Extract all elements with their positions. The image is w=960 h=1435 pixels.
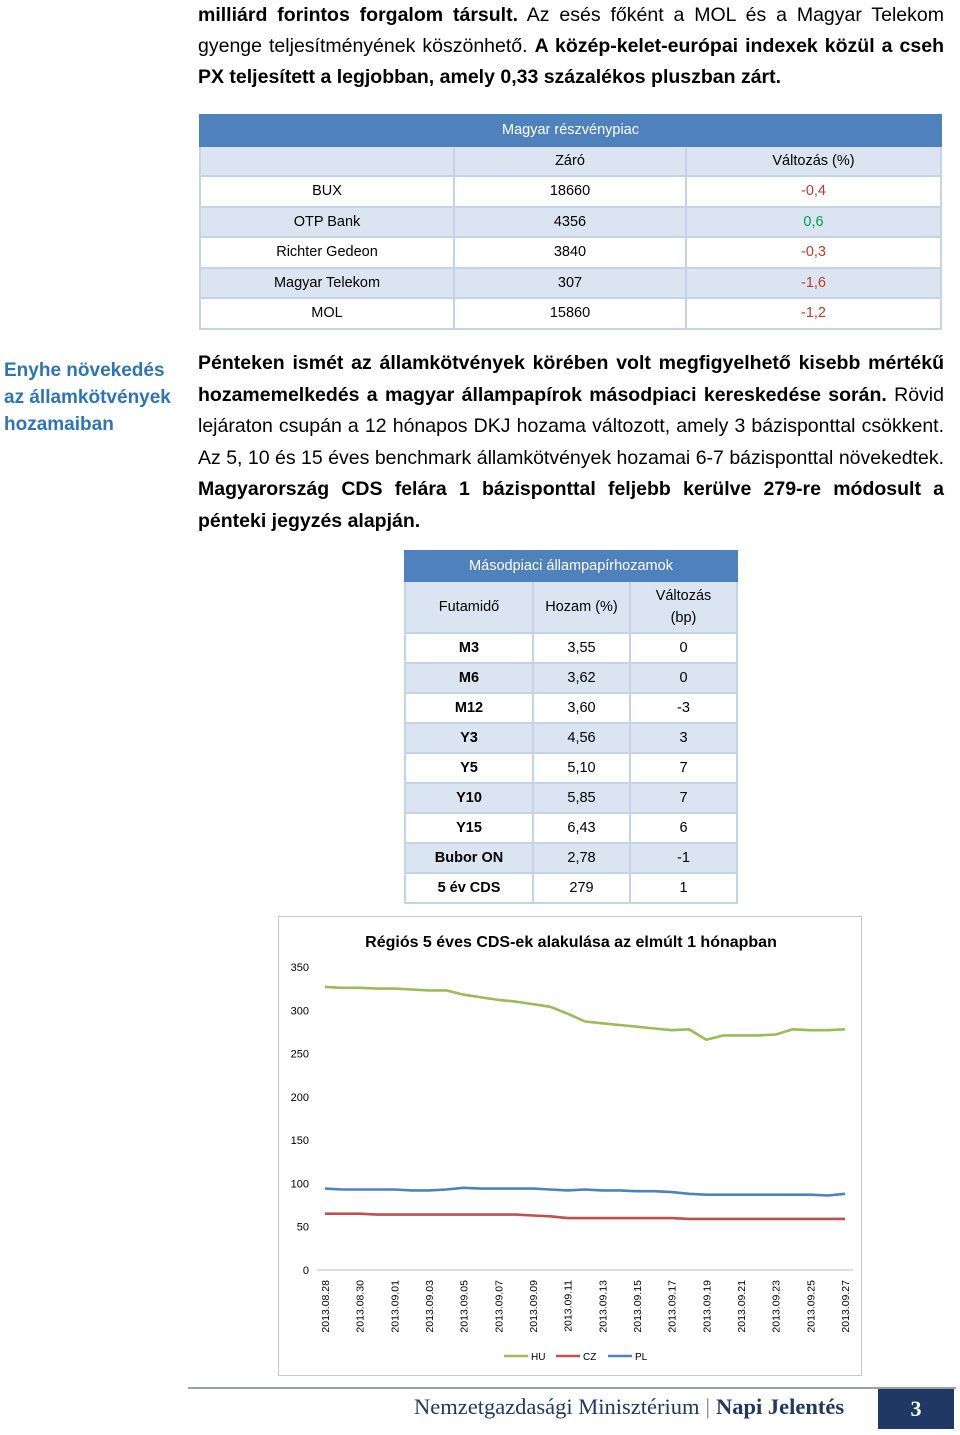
- footer-report: Napi Jelentés: [716, 1394, 845, 1419]
- legend-label-pl: PL: [635, 1352, 648, 1363]
- intro-bold-2: A közép-kelet-európai indexek közül a cseh PX teljesített a legjobban, amely 0,33 százalékos pluszban zárt.: [198, 35, 944, 88]
- row-close: 307: [454, 268, 686, 299]
- row-name: Magyar Telekom: [200, 268, 454, 299]
- x-tick-label: 2013.09.27: [840, 1280, 852, 1333]
- row-maturity: M12: [405, 693, 533, 723]
- bond-col-change-line2: (bp): [670, 610, 697, 626]
- row-maturity: Y5: [405, 753, 533, 783]
- row-close: 18660: [454, 176, 686, 207]
- row-close: 4356: [454, 207, 686, 238]
- row-maturity: Y15: [405, 813, 533, 843]
- equity-col-close: Záró: [454, 146, 686, 177]
- row-change: 1: [630, 873, 737, 903]
- x-tick-label: 2013.09.09: [528, 1280, 540, 1333]
- table-row: [405, 753, 737, 783]
- legend-label-hu: HU: [531, 1352, 546, 1363]
- row-yield: 5,10: [533, 753, 630, 783]
- row-maturity: 5 év CDS: [405, 873, 533, 903]
- bond-col-change-line1: Változás: [655, 588, 712, 604]
- bond-table-title: Másodpiaci állampapírhozamok: [405, 551, 737, 581]
- x-tick-label: 2013.09.25: [805, 1280, 818, 1333]
- paragraph-bold-2: Magyarország CDS felára 1 bázisponttal feljebb kerülve 279-re módosult a pénteki jegyzés alapján.: [198, 478, 944, 532]
- x-tick-label: 2013.09.15: [632, 1280, 644, 1333]
- y-tick-label: 50: [296, 1221, 309, 1234]
- row-change: 0: [630, 663, 737, 693]
- table-row: [405, 783, 737, 813]
- x-tick-label: 2013.08.28: [320, 1280, 332, 1333]
- y-tick-label: 0: [302, 1265, 309, 1277]
- equity-col-empty: [200, 146, 454, 177]
- y-tick-label: 350: [290, 962, 309, 974]
- x-tick-label: 2013.09.13: [597, 1280, 610, 1333]
- footer-separator: |: [705, 1394, 711, 1419]
- x-tick-label: 2013.09.01: [389, 1280, 402, 1333]
- bond-col-change: [630, 581, 737, 633]
- y-tick-label: 250: [290, 1048, 309, 1061]
- row-change: 7: [630, 753, 737, 783]
- row-change: -0,3: [686, 237, 941, 268]
- table-row: [200, 207, 941, 238]
- row-change: 0: [630, 633, 737, 663]
- x-tick-label: 2013.09.11: [562, 1280, 575, 1332]
- row-change: 7: [630, 783, 737, 813]
- table-row: [200, 298, 941, 329]
- equity-table-header: [200, 115, 941, 146]
- y-tick-label: 300: [290, 1005, 309, 1018]
- equity-table-columns: [200, 146, 941, 177]
- paragraph-normal-1: Rövid lejáraton csupán a 12 hónapos DKJ hozama változott, amely 3 bázisponttal csökkent. Az 5, 10 és 15 éves benchmark államkötvények hozamai 6-7 bázisponttal növekedtek.: [198, 383, 944, 469]
- bond-table-columns: [405, 581, 737, 633]
- footer-divider: [188, 1387, 956, 1389]
- legend-label-cz: CZ: [583, 1352, 597, 1363]
- row-yield: 3,55: [533, 633, 630, 663]
- x-tick-label: 2013.08.30: [354, 1280, 367, 1333]
- table-row: [405, 663, 737, 693]
- row-maturity: Y10: [405, 783, 533, 813]
- table-row: [405, 813, 737, 843]
- row-maturity: Y3: [405, 723, 533, 753]
- bond-col-maturity: Futamidő: [405, 581, 533, 633]
- row-maturity: Bubor ON: [405, 843, 533, 873]
- row-name: Richter Gedeon: [200, 237, 454, 268]
- row-change: -3: [630, 693, 737, 723]
- row-maturity: M6: [405, 663, 533, 693]
- intro-bold-1: milliárd forintos forgalom társult.: [198, 4, 518, 26]
- row-yield: 2,78: [533, 843, 630, 873]
- x-tick-label: 2013.09.23: [770, 1280, 783, 1333]
- row-yield: 4,56: [533, 723, 630, 753]
- intro-normal-1: Az esés főként a MOL és a Magyar Telekom gyenge teljesítményének köszönhető.: [198, 4, 944, 57]
- x-tick-label: 2013.09.07: [493, 1280, 506, 1333]
- table-row: [405, 633, 737, 663]
- table-row: [405, 723, 737, 753]
- series-line-cz: [325, 1214, 845, 1219]
- row-yield: 3,60: [533, 693, 630, 723]
- table-row: [405, 873, 737, 903]
- equity-table: [199, 114, 942, 330]
- row-change: -0,4: [686, 176, 941, 207]
- bond-paragraph: [198, 348, 944, 537]
- cds-chart-svg: [279, 917, 863, 1377]
- row-maturity: M3: [405, 633, 533, 663]
- bond-table: [404, 550, 738, 904]
- footer-text: [414, 1394, 844, 1420]
- row-name: BUX: [200, 176, 454, 207]
- y-tick-label: 100: [290, 1178, 309, 1191]
- row-yield: 5,85: [533, 783, 630, 813]
- series-line-hu: [325, 987, 845, 1040]
- row-change: 6: [630, 813, 737, 843]
- intro-paragraph: [198, 0, 944, 93]
- row-close: 3840: [454, 237, 686, 268]
- bond-col-yield: Hozam (%): [533, 581, 630, 633]
- row-close: 15860: [454, 298, 686, 329]
- row-change: 0,6: [686, 207, 941, 238]
- footer-ministry: Nemzetgazdasági Minisztérium: [414, 1394, 700, 1419]
- row-yield: 279: [533, 873, 630, 903]
- table-row: [200, 176, 941, 207]
- equity-table-title: Magyar részvénypiac: [200, 115, 941, 146]
- row-name: OTP Bank: [200, 207, 454, 238]
- x-tick-label: 2013.09.19: [701, 1280, 714, 1333]
- page-number: 3: [878, 1389, 954, 1429]
- row-name: MOL: [200, 298, 454, 329]
- cds-chart: [278, 916, 862, 1376]
- table-row: [405, 843, 737, 873]
- row-change: -1: [630, 843, 737, 873]
- row-change: -1,6: [686, 268, 941, 299]
- x-tick-label: 2013.09.05: [458, 1280, 471, 1333]
- table-row: [200, 237, 941, 268]
- bond-table-header: [405, 551, 737, 581]
- y-tick-label: 200: [290, 1091, 309, 1104]
- y-tick-label: 150: [290, 1135, 309, 1148]
- x-tick-label: 2013.09.17: [666, 1280, 679, 1333]
- paragraph-bold-1: Pénteken ismét az államkötvények körében volt megfigyelhető kisebb mértékű hozamemelkedés a magyar állampapírok másodpiaci kereskedése során.: [198, 352, 944, 406]
- x-tick-label: 2013.09.03: [424, 1280, 436, 1333]
- row-change: -1,2: [686, 298, 941, 329]
- table-row: [200, 268, 941, 299]
- x-tick-label: 2013.09.21: [736, 1280, 748, 1333]
- equity-col-change: Változás (%): [686, 146, 941, 177]
- row-yield: 6,43: [533, 813, 630, 843]
- chart-title: Régiós 5 éves CDS-ek alakulása az elmúlt 1 hónapban: [365, 934, 777, 951]
- side-heading: Enyhe növekedés az államkötvények hozamaiban: [4, 360, 171, 435]
- table-row: [405, 693, 737, 723]
- row-change: 3: [630, 723, 737, 753]
- row-yield: 3,62: [533, 663, 630, 693]
- series-line-pl: [325, 1188, 845, 1196]
